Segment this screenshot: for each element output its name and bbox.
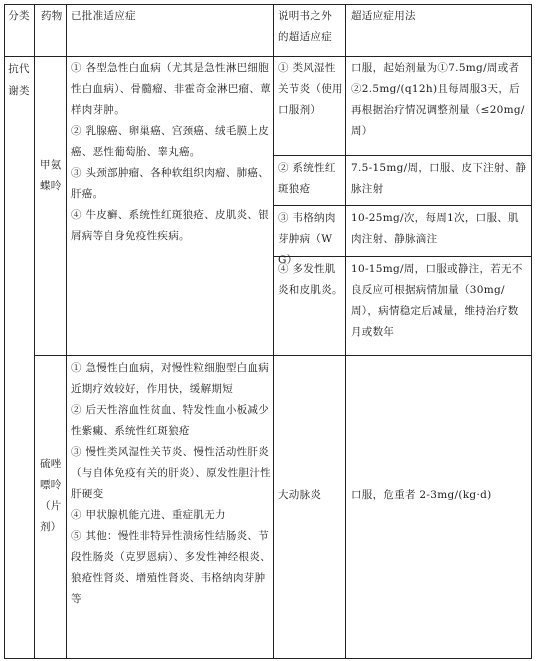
off-label-usage: 10-25mg/次，每周1次，口服、肌肉注射、静脉滴注: [351, 212, 519, 245]
off-label-indication: ④ 多发性肌炎和皮肌炎。: [278, 263, 343, 296]
header-category: 分类: [8, 10, 30, 22]
column-divider-1: [34, 4, 35, 659]
approved-item: ③ 头颈部肿瘤、各种软组织肉瘤、肺癌、肝癌。: [71, 167, 270, 200]
table-border-bottom: [4, 658, 532, 659]
off-label-indication: ① 类风湿性关节炎（使用口服剂）: [278, 62, 343, 116]
approved-indications: [71, 58, 271, 247]
drug-name: 硫唑嘌呤（片剂）: [40, 458, 62, 533]
off-label-usage: 口服，起始剂量为①7.5mg/周或者②2.5mg/(q12h)且每周服3天，后再根据治疗情况调整剂量（≤20mg/周）: [351, 62, 525, 137]
header-drug: 药物: [41, 10, 63, 22]
off-label-usage: 口服，危重者 2-3mg/(kg·d): [351, 489, 492, 501]
table-border-left: [4, 4, 5, 659]
header-off-label-usage: 超适应症用法: [351, 10, 416, 22]
approved-item: ③ 慢性类风湿性关节炎、慢性活动性肝炎（与自体免疫有关的肝炎）、原发性胆汁性肝硬变: [71, 446, 271, 500]
approved-item: ① 急慢性白血病，对慢性粒细胞型白血病近期疗效较好，作用快，缓解期短: [71, 362, 270, 395]
header-approved-indications: 已批准适应症: [71, 10, 136, 22]
off-label-usage: 10-15mg/周，口服或静注，若无不良反应可根据病情加量（30mg/周），病情稳定后减量，维持治疗数月或数年: [351, 263, 523, 338]
off-label-usage: 7.5-15mg/周，口服、皮下注射、静脉注射: [351, 162, 527, 195]
approved-indications: [71, 358, 271, 610]
off-label-indication: ③ 韦格纳肉芽肿病（WG）: [278, 212, 336, 266]
category-name: 抗代谢类: [8, 63, 30, 97]
header-separator: [4, 56, 532, 57]
off-label-indication: ② 系统性红斑狼疮: [278, 162, 336, 195]
approved-item: ② 后天性溶血性贫血、特发性血小板减少性紫癜、系统性红斑狼疮: [71, 404, 270, 437]
approved-item: ④ 甲状腺机能亢进、重症肌无力: [71, 509, 226, 521]
approved-item: ① 各型急性白血病（尤其是急性淋巴细胞性白血病）、骨髓瘤、非霍奇金淋巴瘤、蕈样肉芽肿。: [71, 62, 271, 116]
drug-name: 甲氨蝶呤: [40, 159, 62, 192]
off-label-row-1-2-separator: [273, 155, 532, 156]
table-border-right: [531, 4, 532, 659]
header-off-label-indications: 说明书之外的超适应症: [278, 10, 332, 43]
off-label-indication: 大动脉炎: [278, 489, 322, 501]
column-divider-3: [273, 4, 274, 659]
approved-item: ④ 牛皮癣、系统性红斑狼疮、皮肌炎、银屑病等自身免疫性疾病。: [71, 209, 270, 242]
column-divider-2: [66, 4, 67, 659]
table-border-top: [4, 4, 532, 5]
approved-item: ② 乳腺癌、卵巢癌、宫颈癌、绒毛膜上皮癌、恶性葡萄胎、睾丸癌。: [71, 125, 270, 158]
column-divider-4: [345, 4, 346, 659]
off-label-row-2-3-separator: [273, 205, 532, 206]
approved-item: ⑤ 其他：慢性非特异性溃疡性结肠炎、节段性肠炎（克罗恩病）、多发性神经根炎、狼疮性肾炎、增殖性肾炎、韦格纳肉芽肿等: [71, 530, 271, 605]
drug-row-separator: [34, 355, 532, 356]
